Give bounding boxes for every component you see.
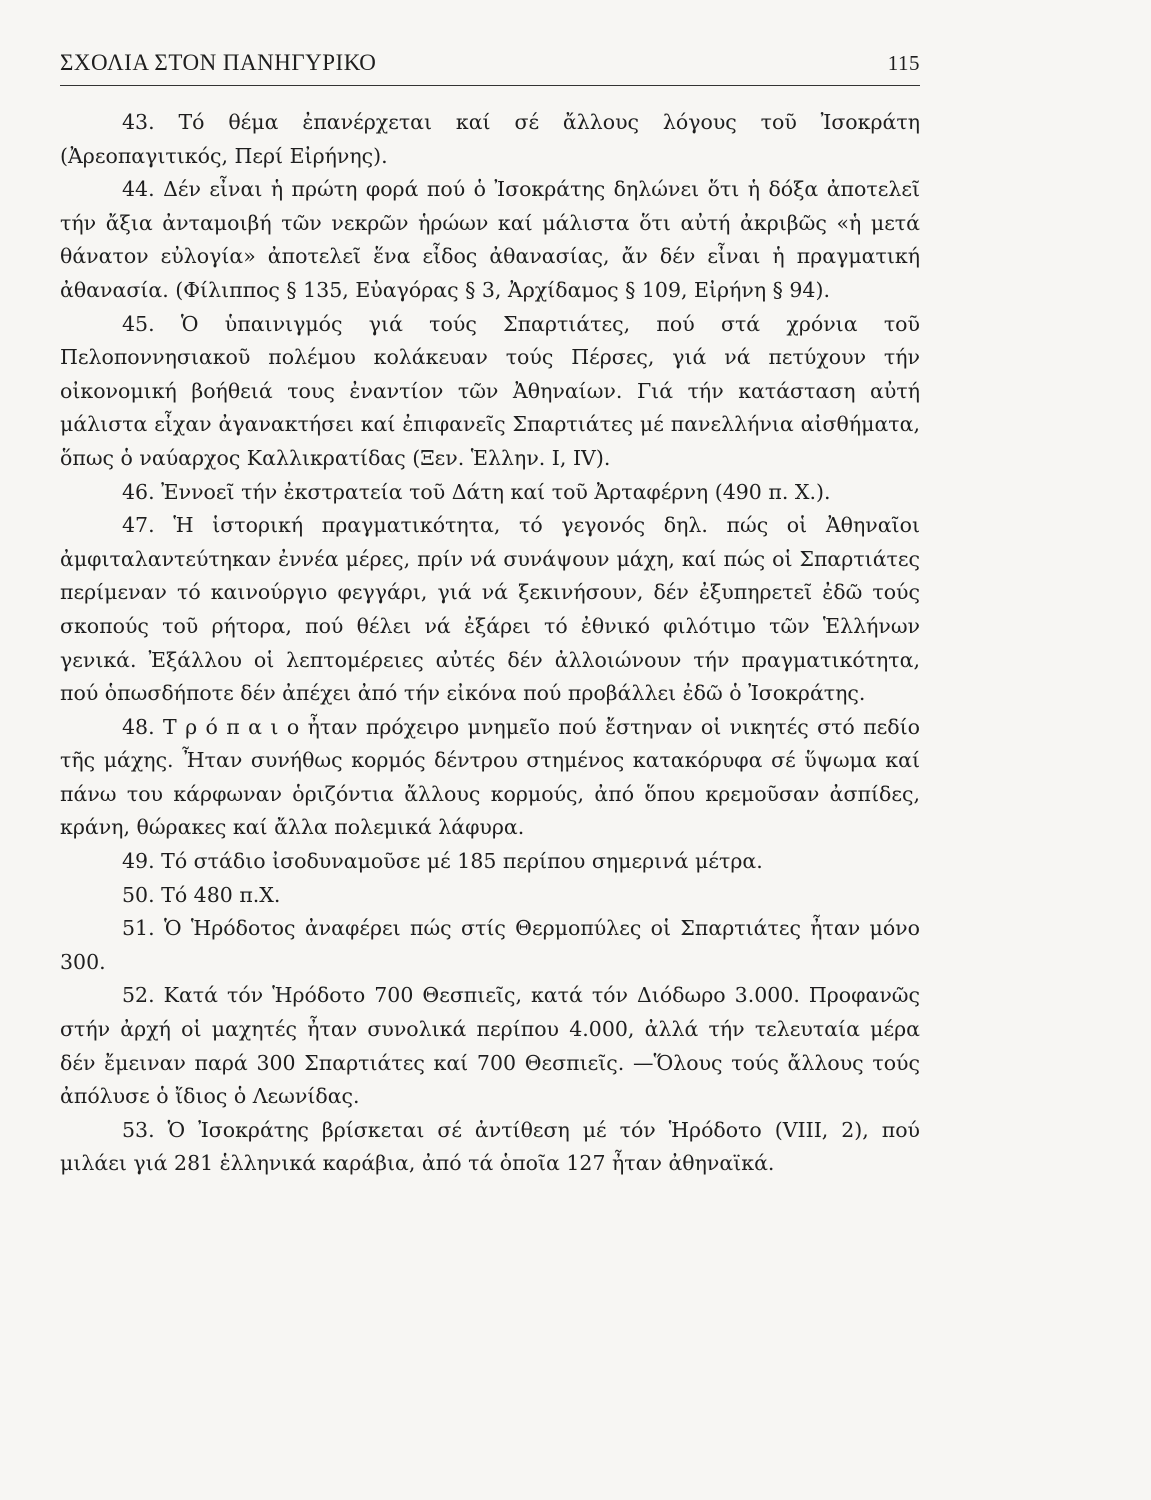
note-46: [60, 476, 920, 510]
note-text: Ὁ ὑπαινιγμός γιά τούς Σπαρτιάτες, πού στά χρόνια τοῦ Πελοποννησιακοῦ πολέμου κολάκευαν τούς Πέρσες, γιά νά πετύχουν τήν οἰκονομική βοήθειά τους ἐναντίον τῶν Ἀθηναίων. Γιά τήν κατάσταση αὐτή μάλιστα εἶχαν ἀγανακτήσει καί ἐπιφανεῖς Σπαρτιάτες μέ πανελλήνια αἰσθήματα, ὅπως ὁ ναύαρχος Καλλικρατίδας (Ξεν. Ἑλλην. Ι, IV).: [60, 311, 920, 470]
book-page: [60, 50, 920, 1181]
note-number: 49.: [122, 849, 155, 874]
note-number: 46.: [122, 479, 155, 504]
note-text: Ἐννοεῖ τήν ἐκστρατεία τοῦ Δάτη καί τοῦ Ἀρταφέρνη (490 π. Χ.).: [161, 479, 831, 504]
note-text: Κατά τόν Ἡρόδοτο 700 Θεσπιεῖς, κατά τόν Διόδωρο 3.000. Προφανῶς στήν ἀρχή οἱ μαχητές ἦταν συνολικά περίπου 4.000, ἀλλά τήν τελευταία μέρα δέν ἔμειναν παρά 300 Σπαρτιάτες καί 700 Θεσπιεῖς. —Ὅλους τούς ἄλλους τούς ἀπόλυσε ὁ ἴδιος ὁ Λεωνίδας.: [60, 983, 920, 1109]
note-number: 47.: [122, 513, 155, 538]
note-number: 51.: [122, 916, 155, 941]
note-number: 43.: [122, 110, 155, 134]
note-number: 48.: [122, 714, 155, 739]
note-49: [60, 845, 920, 879]
note-text: Τό στάδιο ἰσοδυναμοῦσε μέ 185 περίπου σημερινά μέτρα.: [161, 849, 763, 874]
notes-list: [60, 106, 920, 1181]
running-header: [60, 50, 920, 86]
note-number: 44.: [122, 177, 155, 202]
note-43: [60, 106, 920, 173]
note-47: [60, 509, 920, 711]
note-51: [60, 912, 920, 979]
note-44: [60, 173, 920, 307]
note-number: 50.: [122, 882, 155, 907]
note-number: 52.: [122, 983, 155, 1008]
note-48: [60, 711, 920, 845]
note-text: Ἡ ἱστορική πραγματικότητα, τό γεγονός δηλ. πώς οἱ Ἀθηναῖοι ἀμφιταλαντεύτηκαν ἐννέα μέρες, πρίν νά συνάψουν μάχη, καί πώς οἱ Σπαρτιάτες περίμεναν τό καινούργιο φεγγάρι, γιά νά ξεκινήσουν, δέν ἐξυπηρετεῖ ἐδῶ τούς σκοπούς τοῦ ρήτορα, πού θέλει νά ἐξάρει τό ἐθνικό φιλότιμο τῶν Ἑλλήνων γενικά. Ἐξάλλου οἱ λεπτομέρειες αὐτές δέν ἀλλοιώνουν τήν πραγματικότητα, πού ὁπωσδήποτε δέν ἀπέχει ἀπό τήν εἰκόνα πού προβάλλει ἐδῶ ὁ Ἰσοκράτης.: [60, 513, 920, 706]
note-52: [60, 979, 920, 1113]
note-53: [60, 1114, 920, 1181]
note-number: 53.: [122, 1117, 155, 1142]
page-number: 115: [887, 51, 920, 75]
note-50: [60, 879, 920, 913]
note-text: Τό θέμα ἐπανέρχεται καί σέ ἄλλους λόγους τοῦ Ἰσοκράτη (Ἀρεοπαγιτικός, Περί Εἰρήνης).: [60, 110, 920, 168]
running-title: ΣΧΟΛΙΑ ΣΤΟΝ ΠΑΝΗΓΥΡΙΚΟ: [60, 50, 377, 75]
note-text: Τ ρ ό π α ι ο ἦταν πρόχειρο μνημεῖο πού ἔστηναν οἱ νικητές στό πεδίο τῆς μάχης. Ἦταν συνήθως κορμός δέντρου στημένος κατακόρυφα σέ ὕψωμα καί πάνω του κάρφωναν ὁριζόντια ἄλλους κορμούς, ἀπό ὅπου κρεμοῦσαν ἀσπίδες, κράνη, θώρακες καί ἄλλα πολεμικά λάφυρα.: [60, 714, 920, 840]
note-number: 45.: [122, 311, 155, 336]
note-45: [60, 308, 920, 476]
note-text: Ὁ Ἰσοκράτης βρίσκεται σέ ἀντίθεση μέ τόν Ἡρόδοτο (VIII, 2), πού μιλάει γιά 281 ἑλληνικά καράβια, ἀπό τά ὁποῖα 127 ἦταν ἀθηναϊκά.: [60, 1117, 920, 1176]
note-text: Δέν εἶναι ἡ πρώτη φορά πού ὁ Ἰσοκράτης δηλώνει ὅτι ἡ δόξα ἀποτελεῖ τήν ἄξια ἀνταμοιβή τῶν νεκρῶν ἡρώων καί μάλιστα ὅτι αὐτή ἀκριβῶς «ἡ μετά θάνατον εὐλογία» ἀποτελεῖ ἕνα εἶδος ἀθανασίας, ἄν δέν εἶναι ἡ πραγματική ἀθανασία. (Φίλιππος § 135, Εὐαγόρας § 3, Ἀρχίδαμος § 109, Εἰρήνη § 94).: [60, 177, 920, 302]
note-text: Τό 480 π.Χ.: [161, 882, 281, 907]
note-text: Ὁ Ἡρόδοτος ἀναφέρει πώς στίς Θερμοπύλες οἱ Σπαρτιάτες ἦταν μόνο 300.: [60, 916, 920, 974]
